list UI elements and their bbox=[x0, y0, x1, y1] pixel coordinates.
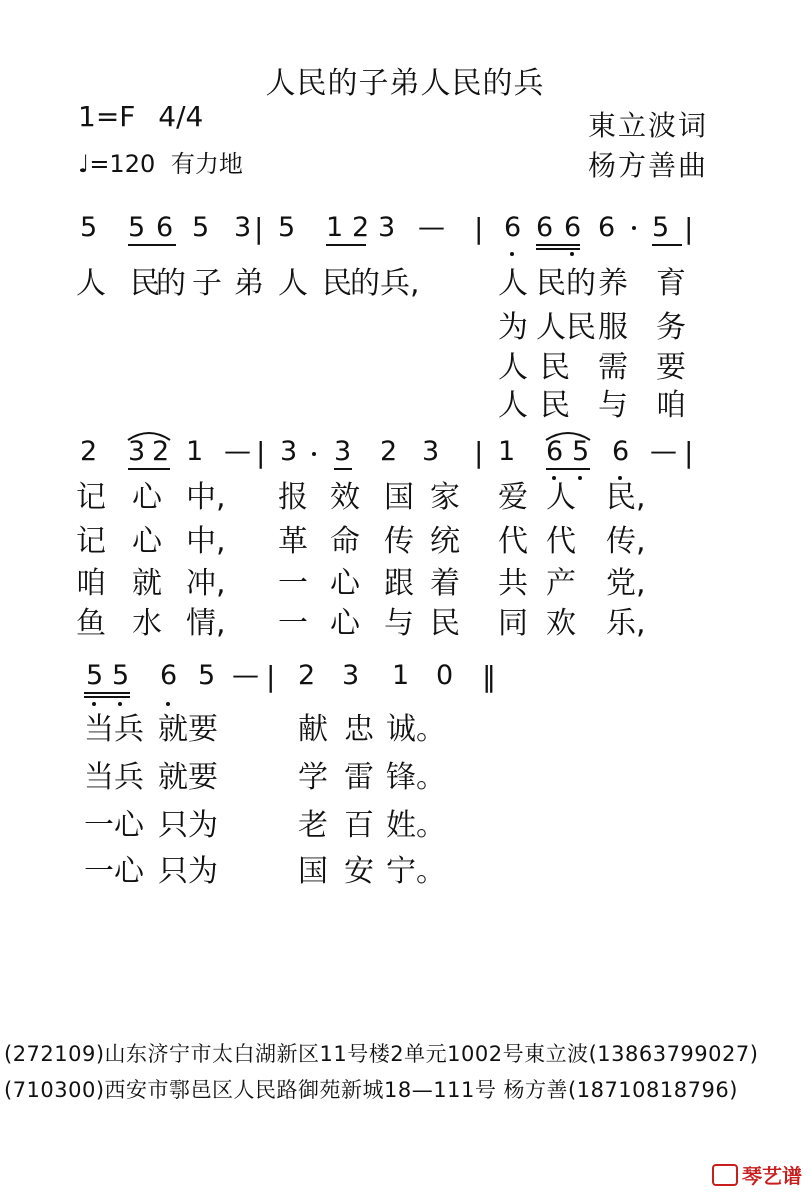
note: 2 bbox=[380, 436, 398, 467]
lyric-syllable: 人 bbox=[498, 266, 528, 301]
note: 1 bbox=[392, 660, 410, 691]
lyric-syllable: 一 bbox=[278, 566, 308, 601]
lyric-syllable: 水 bbox=[132, 606, 162, 641]
lyric-syllable: 学 bbox=[298, 760, 328, 795]
lyric-syllable: 人 bbox=[278, 266, 308, 301]
lyric-syllable: 人 bbox=[536, 310, 566, 345]
note: 1 bbox=[326, 212, 344, 243]
lyric-syllable: 代 bbox=[498, 524, 528, 559]
lyric-syllable: 着 bbox=[430, 566, 460, 601]
lyric-syllable: 安 bbox=[344, 854, 374, 889]
lyric-syllable: 民, bbox=[606, 480, 646, 515]
barline: ‖ bbox=[482, 660, 496, 693]
note: 5 bbox=[86, 660, 104, 691]
lyric-syllable: 服 bbox=[598, 310, 628, 345]
watermark-text: 琴艺谱 bbox=[742, 1164, 802, 1188]
lyric-syllable: 一 bbox=[278, 606, 308, 641]
barline: | bbox=[266, 660, 276, 693]
lyric-syllable: 效 bbox=[330, 480, 360, 515]
note: 2 bbox=[298, 660, 316, 691]
lyric-syllable: 一心 bbox=[84, 808, 144, 843]
lyric-syllable: 就要 bbox=[158, 760, 218, 795]
lyric-syllable: 人 bbox=[498, 350, 528, 385]
note: 6 bbox=[546, 436, 564, 467]
lyric-syllable: 的 bbox=[156, 266, 186, 301]
note: 0 bbox=[436, 660, 454, 691]
note: — bbox=[232, 660, 259, 691]
note: 3 bbox=[334, 436, 352, 467]
lyric-syllable: 就 bbox=[132, 566, 162, 601]
lyric-syllable: 老 bbox=[298, 808, 328, 843]
lyric-syllable: 诚。 bbox=[386, 712, 446, 747]
lyric-syllable: 弟 bbox=[234, 266, 264, 301]
note: 5 bbox=[572, 436, 590, 467]
note: 2 bbox=[352, 212, 370, 243]
lyric-syllable: 同 bbox=[498, 606, 528, 641]
lyric-syllable: 民 bbox=[540, 350, 570, 385]
note: 6 bbox=[612, 436, 630, 467]
lyric-syllable: 人 bbox=[498, 388, 528, 423]
lyric-syllable: 革 bbox=[278, 524, 308, 559]
lyric-syllable: 百 bbox=[344, 808, 374, 843]
lyric-syllable: 雷 bbox=[344, 760, 374, 795]
lyric-syllable: 记 bbox=[76, 524, 106, 559]
lyric-syllable: 国 bbox=[298, 854, 328, 889]
note: 3 bbox=[342, 660, 360, 691]
expression-mark: 有力地 bbox=[170, 150, 243, 178]
watermark-logo-icon bbox=[712, 1164, 738, 1186]
barline: | bbox=[474, 212, 484, 245]
lyric-syllable: 咱 bbox=[76, 566, 106, 601]
lyric-syllable: 冲, bbox=[186, 566, 226, 601]
lyric-syllable: 只为 bbox=[158, 808, 218, 843]
lyric-syllable: 统 bbox=[430, 524, 460, 559]
barline: | bbox=[256, 436, 266, 469]
note: 2 bbox=[80, 436, 98, 467]
lyric-syllable: 的 bbox=[350, 266, 380, 301]
address-line-1: (272109)山东济宁市太白湖新区11号楼2单元1002号東立波(13863799027) bbox=[4, 1042, 759, 1066]
note: 6 bbox=[156, 212, 174, 243]
lyric-syllable: 情, bbox=[186, 606, 226, 641]
lyric-syllable: 中, bbox=[186, 524, 226, 559]
note: 6 bbox=[536, 212, 554, 243]
lyric-syllable: 兵, bbox=[380, 266, 420, 301]
note: 6 bbox=[564, 212, 582, 243]
note: 3 bbox=[422, 436, 440, 467]
lyric-syllable: 命 bbox=[330, 524, 360, 559]
note: 3 bbox=[280, 436, 298, 467]
lyric-syllable: 家 bbox=[430, 480, 460, 515]
note: 5 bbox=[192, 212, 210, 243]
note: 3 bbox=[378, 212, 396, 243]
lyric-syllable: 姓。 bbox=[386, 808, 446, 843]
lyric-syllable: 党, bbox=[606, 566, 646, 601]
note: 5 bbox=[128, 212, 146, 243]
slur bbox=[128, 433, 170, 440]
lyric-syllable: 心 bbox=[330, 606, 360, 641]
note: 6 bbox=[598, 212, 616, 243]
lyric-syllable: 忠 bbox=[344, 712, 374, 747]
lyric-syllable: 传 bbox=[384, 524, 414, 559]
lyric-syllable: 为 bbox=[498, 310, 528, 345]
lyric-syllable: 要 bbox=[656, 350, 686, 385]
lyric-syllable: 当兵 bbox=[84, 760, 144, 795]
page-title: 人民的子弟人民的兵 bbox=[265, 66, 545, 101]
lyric-syllable: 民 bbox=[536, 266, 566, 301]
lyric-syllable: 共 bbox=[498, 566, 528, 601]
lyric-syllable: 传, bbox=[606, 524, 646, 559]
note: 1 bbox=[186, 436, 204, 467]
note: 6 bbox=[504, 212, 522, 243]
watermark bbox=[712, 1160, 802, 1189]
lyric-syllable: 需 bbox=[598, 350, 628, 385]
slur bbox=[546, 433, 590, 440]
address-line-2: (710300)西安市鄠邑区人民路御苑新城18—111号 杨方善(18710818796) bbox=[4, 1078, 738, 1102]
lyric-syllable: 宁。 bbox=[386, 854, 446, 889]
lyric-syllable: 民 bbox=[566, 310, 596, 345]
lyric-syllable: 心 bbox=[132, 480, 162, 515]
lyric-syllable: 与 bbox=[384, 606, 414, 641]
lyric-syllable: 养 bbox=[598, 266, 628, 301]
lyric-syllable: 心 bbox=[132, 524, 162, 559]
lyric-syllable: 欢 bbox=[546, 606, 576, 641]
lyric-syllable: 就要 bbox=[158, 712, 218, 747]
lyric-syllable: 民 bbox=[430, 606, 460, 641]
note: 5 bbox=[80, 212, 98, 243]
lyricist-credit: 東立波词 bbox=[588, 109, 709, 142]
lyric-syllable: 锋。 bbox=[386, 760, 446, 795]
lyric-syllable: 当兵 bbox=[84, 712, 144, 747]
note: 5 bbox=[652, 212, 670, 243]
lyric-syllable: 人 bbox=[546, 480, 576, 515]
note: 5 bbox=[112, 660, 130, 691]
note: 1 bbox=[498, 436, 516, 467]
note: — bbox=[650, 436, 677, 467]
note: 6 bbox=[160, 660, 178, 691]
lyric-syllable: 鱼 bbox=[76, 606, 106, 641]
note: 2 bbox=[152, 436, 170, 467]
lyric-syllable: 献 bbox=[298, 712, 328, 747]
lyric-syllable: 记 bbox=[76, 480, 106, 515]
lyric-syllable: 民 bbox=[322, 266, 352, 301]
composer-credit: 杨方善曲 bbox=[588, 149, 709, 182]
note: — bbox=[224, 436, 251, 467]
lyric-syllable: 的 bbox=[566, 266, 596, 301]
lyric-syllable: 只为 bbox=[158, 854, 218, 889]
lyric-syllable: 子 bbox=[192, 266, 222, 301]
lyric-syllable: 跟 bbox=[384, 566, 414, 601]
lyric-syllable: 与 bbox=[598, 388, 628, 423]
lyric-syllable: 民 bbox=[130, 266, 160, 301]
lyric-syllable: 国 bbox=[384, 480, 414, 515]
lyric-syllable: 咱 bbox=[656, 388, 686, 423]
time-signature: 4/4 bbox=[158, 100, 204, 133]
barline: | bbox=[254, 212, 264, 245]
lyric-syllable: 民 bbox=[540, 388, 570, 423]
lyric-syllable: 产 bbox=[546, 566, 576, 601]
lyric-syllable: 乐, bbox=[606, 606, 646, 641]
barline: | bbox=[684, 436, 694, 469]
note: — bbox=[418, 212, 445, 243]
tempo-value: ♩=120 bbox=[78, 150, 156, 178]
note: 3 bbox=[234, 212, 252, 243]
barline: | bbox=[474, 436, 484, 469]
note: 5 bbox=[278, 212, 296, 243]
barline: | bbox=[684, 212, 694, 245]
note: 3 bbox=[128, 436, 146, 467]
lyric-syllable: 爱 bbox=[498, 480, 528, 515]
lyric-syllable: 代 bbox=[546, 524, 576, 559]
lyric-syllable: 一心 bbox=[84, 854, 144, 889]
lyric-syllable: 中, bbox=[186, 480, 226, 515]
lyric-syllable: 报 bbox=[278, 480, 308, 515]
lyric-syllable: 心 bbox=[330, 566, 360, 601]
lyric-syllable: 育 bbox=[656, 266, 686, 301]
key-label: 1=F bbox=[78, 100, 136, 133]
lyric-syllable: 务 bbox=[656, 310, 686, 345]
note: 5 bbox=[198, 660, 216, 691]
lyric-syllable: 人 bbox=[76, 266, 106, 301]
